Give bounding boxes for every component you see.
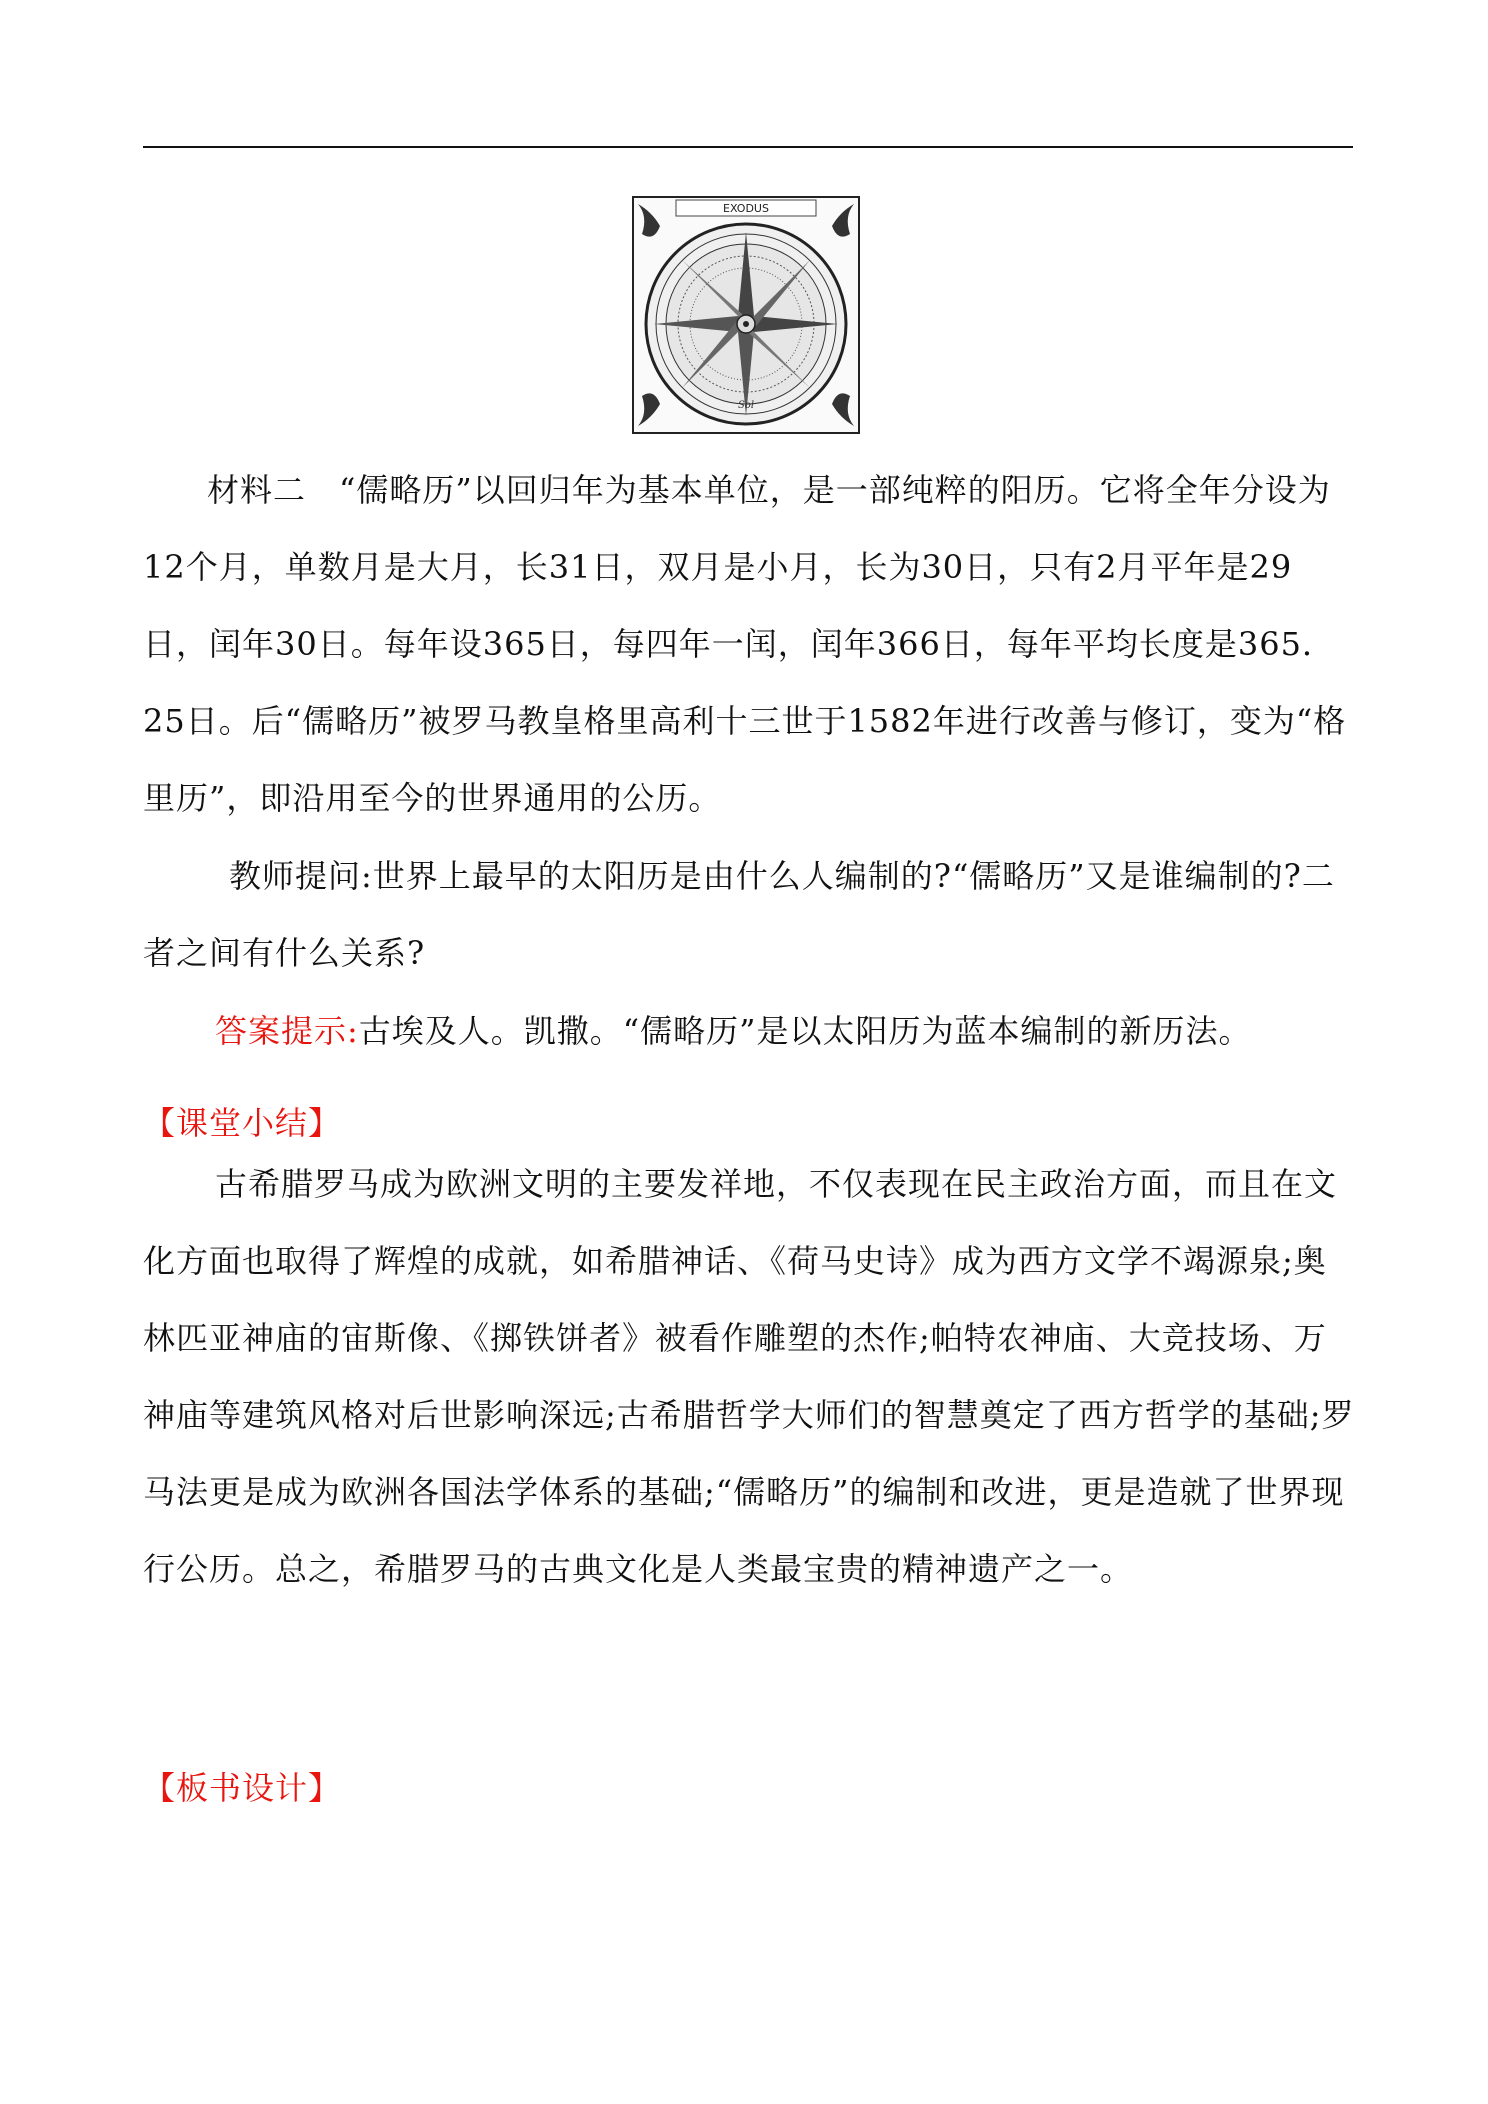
answer-hint-label: 答案提示: — [215, 1012, 359, 1050]
material-two-paragraph: 材料二 “儒略历”以回归年为基本单位，是一部纯粹的阳历。它将全年分设为12个月，单数月是大月，长31日，双月是小月，长为30日，只有2月平年是29日，闰年30日。每年设365日，每四年一闰，闰年366日，每年平均长度是365．25日。后“儒略历”被罗马教皇格里高利十三世于1582年进行改善与修订，变为“格里历”，即沿用至今的世界通用的公历。 — [143, 471, 1347, 817]
figure-ring-label: Sol — [737, 400, 755, 411]
board-design-heading: 【板书设计】 — [143, 1769, 342, 1807]
summary-paragraph: 古希腊罗马成为欧洲文明的主要发祥地，不仅表现在民主政治方面，而且在文化方面也取得了辉煌的成就，如希腊神话、《荷马史诗》成为西方文学不竭源泉;奥林匹亚神庙的宙斯像、《掷铁饼者》被看作雕塑的杰作;帕特农神庙、大竞技场、万神庙等建筑风格对后世影响深远;古希腊哲学大师们的智慧奠定了西方哲学的基础;罗马法更是成为欧洲各国法学体系的基础;“儒略历”的编制和改进，更是造就了世界现行公历。总之，希腊罗马的古典文化是人类最宝贵的精神遗产之一。 — [143, 1165, 1355, 1588]
header-rule — [143, 146, 1353, 148]
compass-star-illustration — [632, 196, 860, 434]
figure-caption: EXODUS — [723, 202, 769, 215]
answer-hint-text: 古埃及人。凯撒。“儒略历”是以太阳历为蓝本编制的新历法。 — [358, 1012, 1252, 1050]
summary-heading: 【课堂小结】 — [143, 1104, 342, 1142]
teacher-question-paragraph: 教师提问:世界上最早的太阳历是由什么人编制的?“儒略历”又是谁编制的?二者之间有什么关系? — [143, 857, 1335, 972]
answer-hint-paragraph — [143, 993, 1358, 1070]
